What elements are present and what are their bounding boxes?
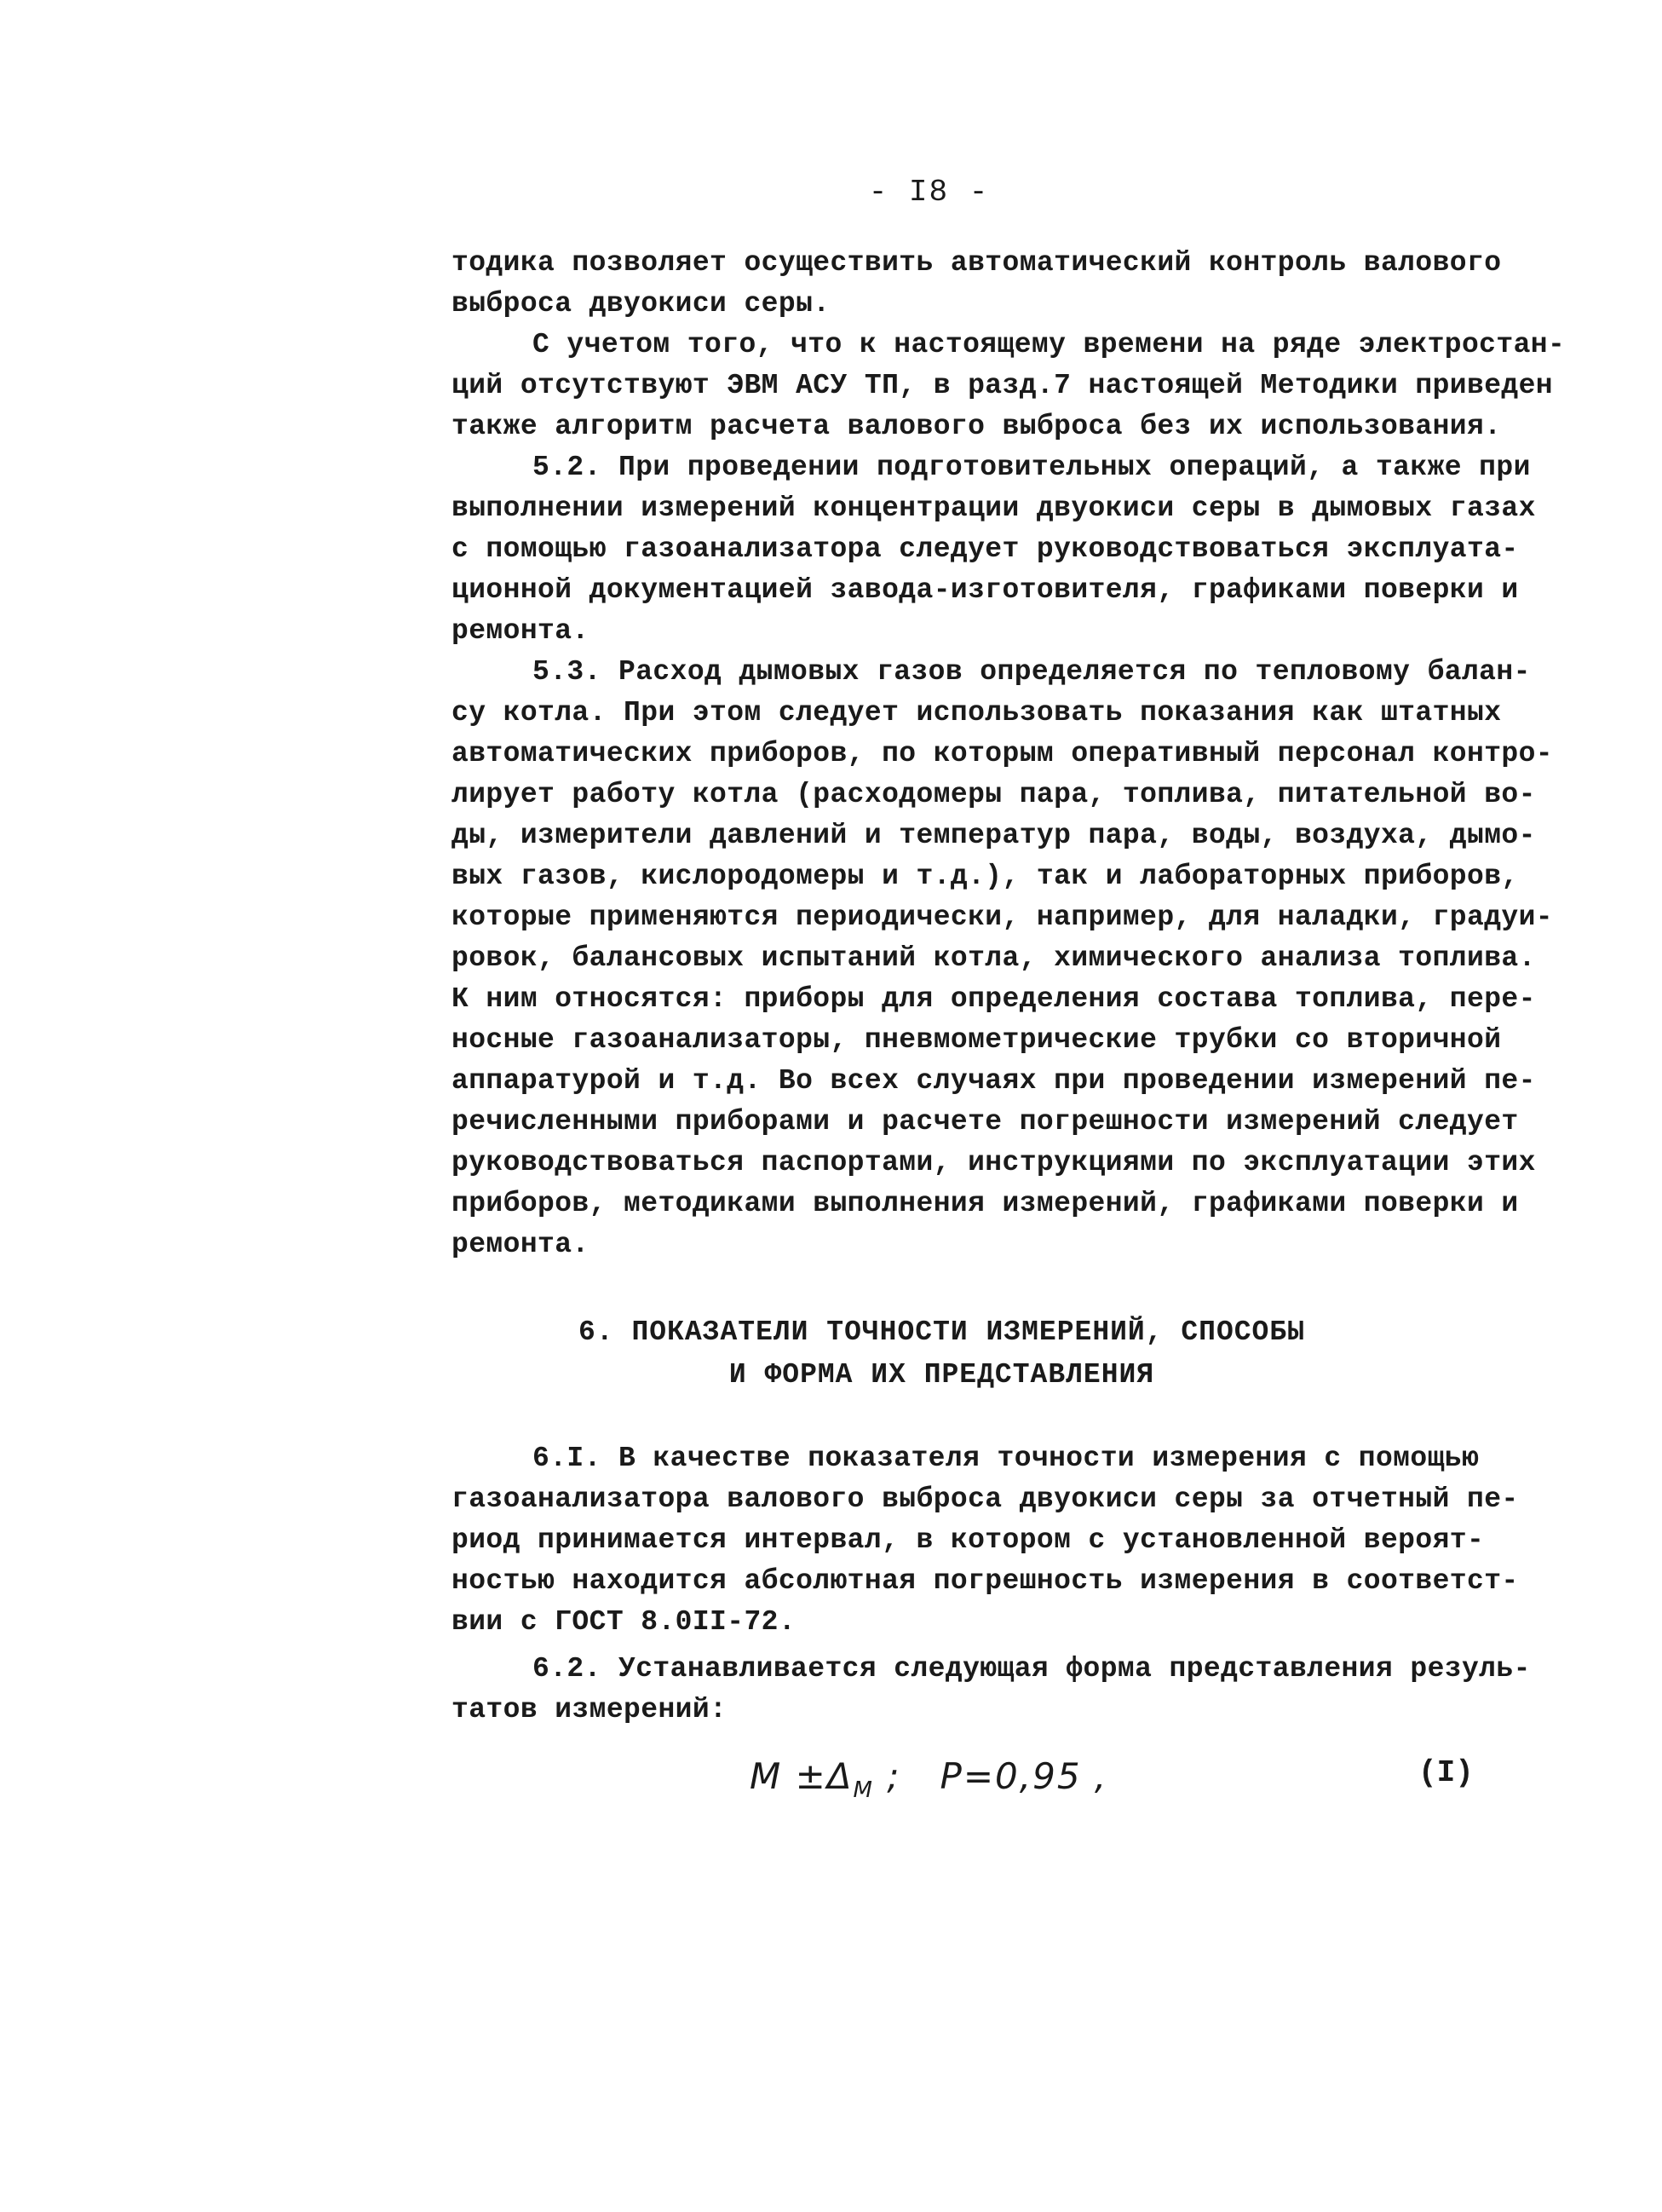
body-line: ремонта. (451, 1229, 589, 1260)
body-line: речисленными приборами и расчете погрешности измерений следует (451, 1106, 1519, 1138)
section-heading: И ФОРМА ИХ ПРЕДСТАВЛЕНИЯ (728, 1359, 1155, 1391)
body-line: выполнении измерений концентрации двуокиси серы в дымовых газах (451, 493, 1536, 524)
body-line: ремонта. (451, 615, 589, 647)
body-line: выброса двуокиси серы. (451, 288, 831, 320)
body-line: приборов, методиками выполнения измерений, графиками поверки и (451, 1188, 1519, 1219)
body-line: 5.2. При проведении подготовительных операций, а также при (532, 452, 1531, 483)
body-line: руководствоваться паспортами, инструкциями по эксплуатации этих (451, 1147, 1536, 1178)
body-line: автоматических приборов, по которым оперативный персонал контро- (451, 738, 1554, 769)
section-line: татов измерений: (451, 1694, 727, 1725)
body-line: которые применяются периодически, например, для наладки, градуи- (451, 902, 1554, 933)
body-line: с помощью газоанализатора следует руководствоваться эксплуата- (451, 533, 1519, 565)
section-heading: 6. ПОКАЗАТЕЛИ ТОЧНОСТИ ИЗМЕРЕНИЙ, СПОСОБЫ (578, 1316, 1305, 1348)
section-line: риод принимается интервал, в котором с установленной вероят- (451, 1524, 1485, 1556)
section-line: вии с ГОСТ 8.0II-72. (451, 1606, 796, 1638)
body-line: С учетом того, что к настоящему времени на ряде электростан- (532, 329, 1566, 360)
body-line: ровок, балансовых испытаний котла, химического анализа топлива. (451, 942, 1536, 974)
page-number: - I8 - (868, 175, 990, 210)
body-line: тодика позволяет осуществить автоматический контроль валового (451, 247, 1502, 279)
body-line: 5.3. Расход дымовых газов определяется по тепловому балан- (532, 656, 1531, 688)
body-line: су котла. При этом следует использовать показания как штатных (451, 697, 1502, 729)
body-line: лирует работу котла (расходомеры пара, топлива, питательной во- (451, 779, 1536, 810)
body-line: также алгоритм расчета валового выброса без их использования. (451, 411, 1502, 442)
formula (750, 1755, 1107, 1803)
section-line: газоанализатора валового выброса двуокиси серы за отчетный пе- (451, 1483, 1519, 1515)
body-line: ционной документацией завода-изготовителя, графиками поверки и (451, 574, 1519, 606)
body-line: вых газов, кислородомеры и т.д.), так и лабораторных приборов, (451, 861, 1519, 892)
formula-main: M ±Δ (750, 1755, 854, 1797)
formula-number: (I) (1418, 1755, 1474, 1790)
section-line: 6.I. В качестве показателя точности измерения с помощью (532, 1443, 1480, 1474)
section-line: 6.2. Устанавливается следующая форма представления резуль- (532, 1653, 1531, 1685)
body-line: ций отсутствуют ЭВМ АСУ ТП, в разд.7 настоящей Методики приведен (451, 370, 1554, 401)
formula-tail: ; P=0,95 , (873, 1755, 1108, 1797)
body-line: аппаратурой и т.д. Во всех случаях при проведении измерений пе- (451, 1065, 1536, 1097)
formula-subscript: M (853, 1777, 874, 1803)
section-line: ностью находится абсолютная погрешность измерения в соответст- (451, 1565, 1519, 1597)
body-line: К ним относятся: приборы для определения состава топлива, пере- (451, 983, 1536, 1015)
body-line: ды, измерители давлений и температур пара, воды, воздуха, дымо- (451, 820, 1536, 851)
body-line: носные газоанализаторы, пневмометрические трубки со вторичной (451, 1024, 1502, 1056)
